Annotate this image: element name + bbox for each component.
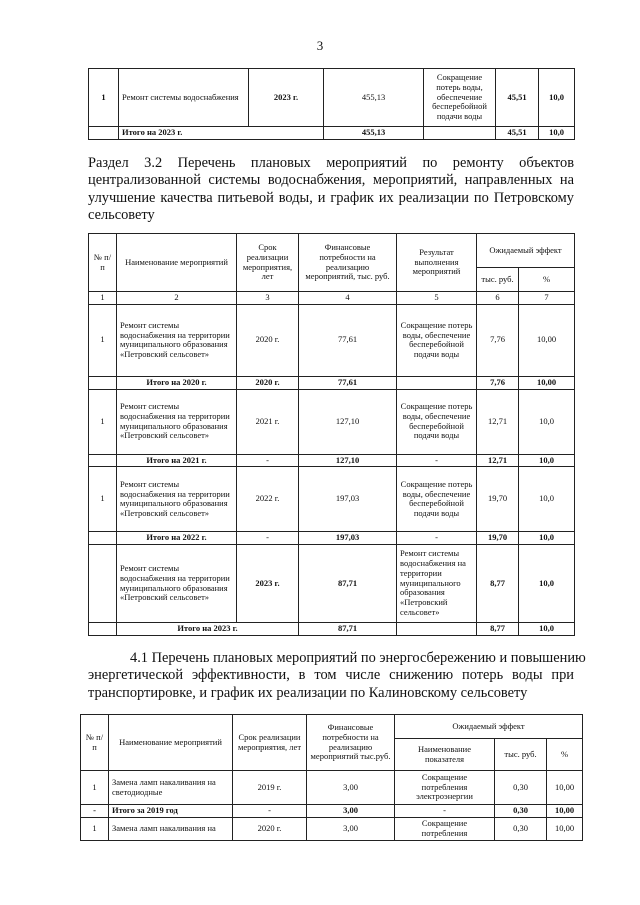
financing: 87,71	[299, 545, 397, 623]
table-2023-summary	[88, 68, 575, 140]
total-financing: 455,13	[324, 127, 424, 140]
result: Сокращение потерь воды, обеспечение бесперебойной подачи воды	[397, 389, 477, 454]
row-number: 1	[81, 771, 109, 805]
effect-rub: 0,30	[495, 818, 547, 841]
section-3-2-heading	[88, 155, 574, 225]
total-pct: 10,0	[519, 532, 575, 545]
header-effect: Ожидаемый эффект	[477, 234, 575, 268]
heading-line: централизованной системы водоснабжения, мероприятий, направленных на	[88, 172, 574, 189]
total-pct: 10,00	[547, 805, 583, 818]
page-number: 3	[316, 38, 324, 53]
heading-line: улучшение качества питьевой воды, и график их реализации по Петровскому	[88, 189, 574, 206]
header-pct: %	[519, 268, 575, 292]
total-row	[89, 623, 575, 636]
measure-name: Замена ламп накаливания на светодиодные	[109, 771, 233, 805]
header-result: Результат выполнения мероприятий	[397, 234, 477, 292]
row-number: 1	[89, 304, 117, 376]
table-row	[81, 771, 583, 805]
heading-line: сельсовету	[88, 207, 155, 224]
result: Сокращение потерь воды, обеспечение бесперебойной подачи воды	[397, 304, 477, 376]
header-rub: тыс. руб.	[477, 268, 519, 292]
effect-rub: 0,30	[495, 771, 547, 805]
header-term: Срок реализации мероприятия, лет	[233, 715, 307, 771]
col-num: 6	[477, 292, 519, 305]
total-financing: 87,71	[299, 623, 397, 636]
total-result: -	[397, 454, 477, 467]
table-row	[89, 304, 575, 376]
term: 2023 г.	[249, 69, 324, 127]
total-label: Итого на 2023 г.	[119, 127, 324, 140]
measure-name: Ремонт системы водоснабжения на территории муниципального образования «Петровский сельсовет»	[117, 545, 237, 623]
effect-rub: 45,51	[496, 69, 539, 127]
term: 2019 г.	[233, 771, 307, 805]
financing: 3,00	[307, 818, 395, 841]
header-rub: тыс. руб.	[495, 739, 547, 771]
effect-pct: 10,0	[519, 389, 575, 454]
total-row	[89, 454, 575, 467]
total-row	[89, 532, 575, 545]
effect-pct: 10,0	[519, 545, 575, 623]
result: Сокращение потерь воды, обеспечение бесперебойной подачи воды	[424, 69, 496, 127]
heading-line: транспортировке, и график их реализации по Калиновскому сельсовету	[88, 684, 528, 701]
total-result: -	[397, 532, 477, 545]
term: 2022 г.	[237, 467, 299, 532]
total-rub: 8,77	[477, 623, 519, 636]
financing: 197,03	[299, 467, 397, 532]
total-indicator: -	[395, 805, 495, 818]
col-num: 3	[237, 292, 299, 305]
row-number: 1	[89, 69, 119, 127]
header-number: № п/п	[89, 234, 117, 292]
total-financing: 3,00	[307, 805, 395, 818]
financing: 127,10	[299, 389, 397, 454]
total-number: -	[81, 805, 109, 818]
financing: 77,61	[299, 304, 397, 376]
effect-pct: 10,00	[547, 771, 583, 805]
total-pct: 10,0	[539, 127, 575, 140]
measure-name: Ремонт системы водоснабжения на территории муниципального образования «Петровский сельсовет»	[117, 389, 237, 454]
table-row	[81, 818, 583, 841]
term: 2023 г.	[237, 545, 299, 623]
effect-pct: 10,00	[547, 818, 583, 841]
col-num: 1	[89, 292, 117, 305]
table-row	[89, 467, 575, 532]
table-row	[89, 69, 575, 127]
result: Сокращение потерь воды, обеспечение бесперебойной подачи воды	[397, 467, 477, 532]
section-4-1-heading	[88, 650, 586, 702]
table-row	[89, 545, 575, 623]
indicator: Сокращение потребления	[395, 818, 495, 841]
total-term: -	[237, 454, 299, 467]
header-effect: Ожидаемый эффект	[395, 715, 583, 739]
table-kalinovsky-energy	[80, 714, 583, 841]
total-label: Итого на 2020 г.	[117, 376, 237, 389]
effect-rub: 12,71	[477, 389, 519, 454]
total-rub: 45,51	[496, 127, 539, 140]
header-term: Срок реализации мероприятия, лет	[237, 234, 299, 292]
total-rub: 19,70	[477, 532, 519, 545]
total-row	[89, 376, 575, 389]
effect-pct: 10,0	[539, 69, 575, 127]
total-financing: 197,03	[299, 532, 397, 545]
effect-rub: 7,76	[477, 304, 519, 376]
measure-name: Ремонт системы водоснабжения на территории муниципального образования «Петровский сельсовет»	[117, 467, 237, 532]
total-rub: 12,71	[477, 454, 519, 467]
total-label: Итого на 2022 г.	[117, 532, 237, 545]
total-row	[89, 127, 575, 140]
row-number	[89, 545, 117, 623]
header-number: № п/п	[81, 715, 109, 771]
total-row	[81, 805, 583, 818]
header-financing: Финансовые потребности на реализацию мероприятий, тыс. руб.	[299, 234, 397, 292]
term: 2020 г.	[233, 818, 307, 841]
total-pct: 10,00	[519, 376, 575, 389]
total-financing: 127,10	[299, 454, 397, 467]
total-financing: 77,61	[299, 376, 397, 389]
table-petrovsky-measures	[88, 233, 575, 636]
total-result	[397, 376, 477, 389]
effect-pct: 10,0	[519, 467, 575, 532]
header-pct: %	[547, 739, 583, 771]
indicator: Сокращение потребления электроэнергии	[395, 771, 495, 805]
total-pct: 10,0	[519, 454, 575, 467]
effect-pct: 10,00	[519, 304, 575, 376]
measure-name: Ремонт системы водоснабжения	[119, 69, 249, 127]
total-rub: 0,30	[495, 805, 547, 818]
heading-line: Раздел 3.2 Перечень плановых мероприятий по ремонту объектов	[88, 155, 574, 171]
total-term: 2020 г.	[237, 376, 299, 389]
row-number: 1	[89, 467, 117, 532]
table-row	[89, 389, 575, 454]
total-label: Итого на 2021 г.	[117, 454, 237, 467]
total-term: -	[233, 805, 307, 818]
header-indicator: Наименование показателя	[395, 739, 495, 771]
total-label: Итого за 2019 год	[109, 805, 233, 818]
effect-rub: 8,77	[477, 545, 519, 623]
effect-rub: 19,70	[477, 467, 519, 532]
header-name: Наименование мероприятий	[117, 234, 237, 292]
financing: 455,13	[324, 69, 424, 127]
row-number: 1	[89, 389, 117, 454]
term: 2021 г.	[237, 389, 299, 454]
row-number: 1	[81, 818, 109, 841]
financing: 3,00	[307, 771, 395, 805]
total-rub: 7,76	[477, 376, 519, 389]
measure-name: Ремонт системы водоснабжения на территории муниципального образования «Петровский сельсовет»	[117, 304, 237, 376]
total-result	[397, 623, 477, 636]
total-term: -	[237, 532, 299, 545]
col-num: 7	[519, 292, 575, 305]
total-label: Итого на 2023 г.	[117, 623, 299, 636]
header-name: Наименование мероприятий	[109, 715, 233, 771]
heading-line: 4.1 Перечень плановых мероприятий по энергосбережению и повышению	[130, 650, 586, 666]
col-num: 4	[299, 292, 397, 305]
heading-line: энергетической эффективности, в том числе снижению потерь воды при	[88, 667, 574, 684]
total-pct: 10,0	[519, 623, 575, 636]
header-financing: Финансовые потребности на реализацию мероприятий тыс.руб.	[307, 715, 395, 771]
column-numbers-row	[89, 292, 575, 305]
result: Ремонт системы водоснабжения на территории муниципального образования «Петровский сельсовет»	[397, 545, 477, 623]
measure-name: Замена ламп накаливания на	[109, 818, 233, 841]
col-num: 5	[397, 292, 477, 305]
term: 2020 г.	[237, 304, 299, 376]
col-num: 2	[117, 292, 237, 305]
